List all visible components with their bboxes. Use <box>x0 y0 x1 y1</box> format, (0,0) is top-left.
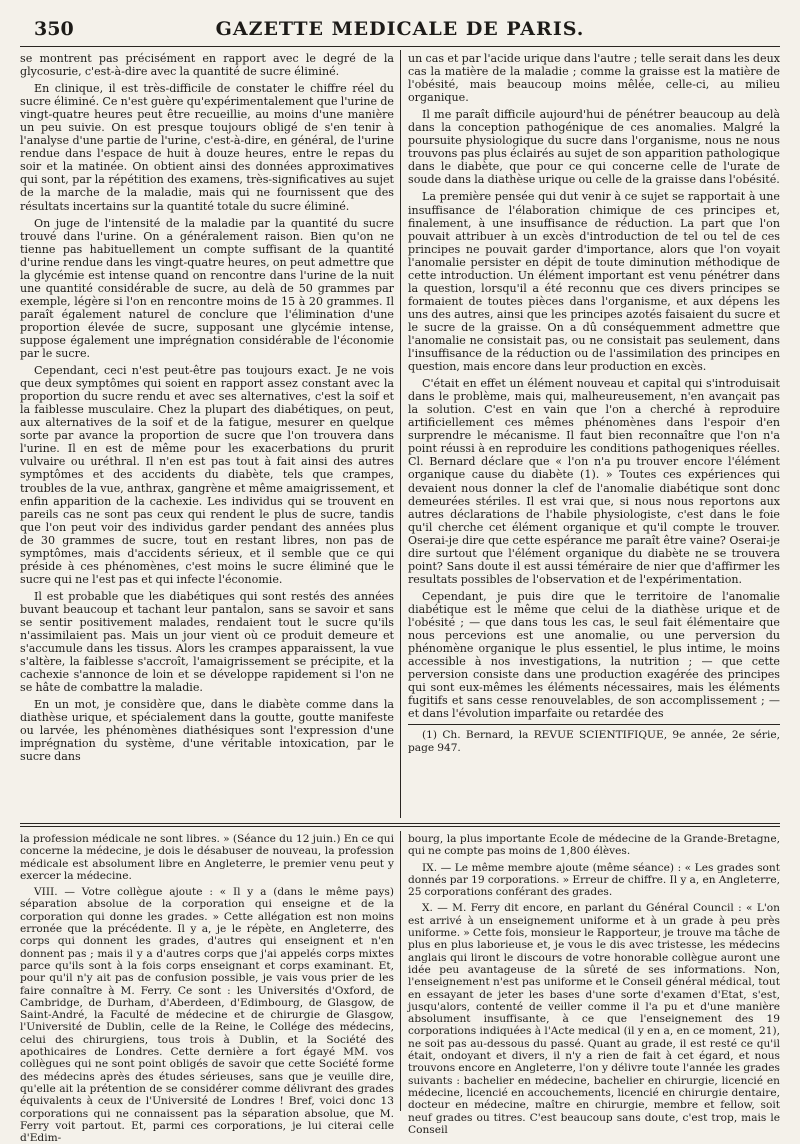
article-right-column <box>408 52 780 817</box>
column-divider <box>400 831 401 1111</box>
letter-left-column <box>20 833 394 1144</box>
paragraph: C'était en effet un élément nouveau et capital qui s'introduisait dans le problème, mais qui, malheureusement, n'en avançait pas la solution. C'est en vain que l'on a cherché à reproduire artificiellement ces mêmes phénomènes dans l'espoir d'en surprendre le mécanisme. Il faut bien reconnaître que l'on n'a point réussi à en reproduire les conditions pathogeniques réelles. Cl. Bernard déclare que « l'on n'a pu trouver encore l'élément organique cause du diabète (1). » Toutes ces expériences qui devaient nous donner la clef de l'anomalie diabétique sont donc demeurées stériles. Il est vrai que, si nous nous reportons aux autres déclarations de l'habile physiologiste, c'est dans le foie qu'il cherche cet élément organique et qu'il compte le trouver. Oserai-je dire que cette espérance me paraît être vaine? Oserai-je dire surtout que l'élément organique du diabète ne se trouvera point? Sans doute il est aussi téméraire de nier que d'affirmer les resultats possibles de l'observation et de l'expérimentation. <box>408 377 780 586</box>
journal-title: GAZETTE MEDICALE DE PARIS. <box>215 18 585 40</box>
paragraph: Cependant, ceci n'est peut-être pas toujours exact. Je ne vois que deux symptômes qui soient en rapport assez constant avec la proportion du sucre rendu et avec ses alternatives, c'est la soif et la faiblesse musculaire. Chez la plupart des diabétiques, on peut, aux alternatives de la soif et de la fatigue, mesurer en quelque sorte par avance la proportion de sucre que l'on trouvera dans l'urine. Il en est de même pour les exacerbations du prurit vulvaire ou uréthral. Il n'en est pas tout à fait ainsi des autres symptômes et des accidents du diabète, tels que crampes, troubles de la vue, anthrax, gangrène et même amaigrissement, et enfin apparition de la cachexie. Les individus qui se trouvent en pareils cas ne sont pas ceux qui rendent le plus de sucre, tandis que l'on peut voir des individus garder pendant des années plus de 30 grammes de sucre, tout en restant libres, non pas de symptômes, mais d'accidents sérieux, et il semble que ce qui préside à ces phénomènes, c'est moins le sucre éliminé que le sucre qui ne l'est pas et qui infecte l'économie. <box>20 364 394 586</box>
paragraph: La première pensée qui dut venir à ce sujet se rapportait à une insuffisance de l'élaboration chimique de ces principes et, finalement, à une insuffisance de réduction. La part que l'on pouvait attribuer à un excès d'introduction de tel ou tel de ces principes ne pouvait garder d'importance, alors que l'on voyait l'anomalie persister en dépit de toute diminution méthodique de cette introduction. Un élément important est venu pénétrer dans la question, lorsqu'il a été reconnu que ces divers principes se formaient de toutes pièces dans l'organisme, et aux dépens les uns des autres, ainsi que les principes azotés faisaient du sucre et le sucre de la graisse. On a dû conséquemment admettre que l'anomalie ne consistait pas, ou ne consistait pas seulement, dans l'insuffisance de la réduction ou de l'assimilation des principes en question, mais encore dans leur production en excès. <box>408 190 780 374</box>
paragraph: X. — M. Ferry dit encore, en parlant du Général Council : « L'on est arrivé à un enseignement uniforme et à un grade à peu près uniforme. » Cette fois, monsieur le Rapporteur, je trouve ma tâche de plus en plus laborieuse et, je vous le dis avec tristesse, les médecins anglais qui liront le discours de votre honorable collègue auront une idée peu avantageuse de la sûreté de ses informations. Non, l'enseignement n'est pas uniforme et le Conseil général médical, tout en essayant de jeter les bases d'une sorte d'examen d'Etat, s'est, jusqu'alors, contenté de veiller comme il l'a pu et d'une manière absolument insuffisante, à ce que l'enseignement des 19 corporations indiquées à l'Acte medical (il y en a, en ce moment, 21), ne soit pas au-dessous du passé. Quant au grade, il est resté ce qu'il était, ondoyant et divers, il n'y a rien de fait à cet égard, et nous trouvons encore en Angleterre, l'on y délivre toute l'année les grades suivants : bachelier en médecine, bachelier en chirurgie, licencié en médecine, licencié en accouchements, licencié en chirurgie dentaire, docteur en médecine, maître en chirurgie, membre et fellow, soit neuf grades ou titres. C'est beaucoup sans doute, c'est trop, mais le Conseil <box>408 902 780 1136</box>
article-left-column <box>20 52 394 817</box>
section-rule-double <box>20 826 780 827</box>
paragraph: Cependant, je puis dire que le territoire de l'anomalie diabétique est le même que celui de la diathèse urique et de l'obésité ; — que dans tous les cas, le seul fait élémentaire que nous percevions est une anomalie, ou une perversion du phénomène organique le plus essentiel, le plus intime, le moins accessible à nos investigations, la nutrition ; — que cette perversion consiste dans une production exagérée des principes qui sont eux-mêmes les éléments nécessaires, mais les éléments fugitifs et sans cesse renouvelables, de son accomplissement ; — et dans l'évolution imparfaite ou retardée des <box>408 589 780 721</box>
paragraph: bourg, la plus importante Ecole de médecine de la Grande-Bretagne, qui ne compte pas moins de 1,800 élèves. <box>408 833 780 858</box>
section-rule <box>20 823 780 824</box>
paragraph: VIII. — Votre collègue ajoute : « Il y a (dans le même pays) séparation absolue de la corporation qui enseigne et de la corporation qui donne les grades. » Cette allégation est non moins erronée que la précédente. Il y a, je le répète, en Angleterre, des corps qui donnent les grades, d'autres qui enseignent et n'en donnent pas ; mais il y a d'autres corps que j'ai appelés corps mixtes parce qu'ils sont à la fois corps enseignant et corps examinant. Et, pour qu'il n'y ait pas de confusion possible, je vais vous prier de les faire connaître à M. Ferry. Ce sont : les Universités d'Oxford, de Cambridge, de Durham, d'Aberdeen, d'Edimbourg, de Glasgow, de Saint-André, la Faculté de médecine et de chirurgie de Glasgow, l'Université de Dublin, celle de la Reine, le Collége des médecins, celui des chirurgiens, tous trois à Dublin, et la Société des apothicaires de Londres. Cette dernière a fort égayé MM. vos collègues qui ne sont point obligés de savoir que cette Société forme des médecins après des études sérieuses, sans que je veuille dire, qu'elle ait la prétention de se considérer comme délivrant des grades équivalents à ceux de l'Université de Londres ! Bref, voici donc 13 corporations qui ne connaissent pas la séparation absolue, que M. Ferry voit partout. Et, parmi ces corporations, je lui citerai celle d'Edim- <box>20 886 394 1144</box>
column-divider <box>400 50 401 818</box>
letter-right-column <box>408 833 780 1136</box>
page-number: 350 <box>34 18 74 40</box>
footnote <box>408 724 780 754</box>
footnote-text: (1) Ch. Bernard, la REVUE SCIENTIFIQUE, 9e année, 2e série, page 947. <box>408 729 780 754</box>
paragraph: IX. — Le même membre ajoute (même séance) : « Les grades sont donnés par 19 corporations. » Erreur de chiffre. Il y a, en Angleterre, 25 corporations conférant des grades. <box>408 861 780 899</box>
paragraph: Il est probable que les diabétiques qui sont restés des années buvant beaucoup et tachant leur pantalon, sans se savoir et sans se sentir positivement malades, rendaient tout le sucre qu'ils n'assimilaient pas. Mais un jour vient où ce produit demeure et s'accumule dans les tissus. Alors les crampes apparaissent, la vue s'altère, la faiblesse s'accroît, l'amaigrissement se précipite, et la cachexie s'annonce de loin et se développe rapidement si l'on ne se hâte de combattre la maladie. <box>20 589 394 695</box>
header-rule <box>20 46 780 47</box>
paragraph: la profession médicale ne sont libres. » (Séance du 12 juin.) En ce qui concerne la médecine, je dois le désabuser de nouveau, la profession médicale est absolument libre en Angleterre, le premier venu peut y exercer la médecine. <box>20 833 394 882</box>
page-header <box>20 12 780 42</box>
paragraph: se montrent pas précisément en rapport avec le degré de la glycosurie, c'est-à-dire avec la quantité de sucre éliminé. <box>20 52 394 79</box>
paragraph: un cas et par l'acide urique dans l'autre ; telle serait dans les deux cas la matière de la maladie ; comme la graisse est la matière de l'obésité, mais beaucoup moins mêlée, celle-ci, au milieu organique. <box>408 52 780 105</box>
paragraph: Il me paraît difficile aujourd'hui de pénétrer beaucoup au delà dans la conception pathogénique de ces anomalies. Malgré la poursuite physiologique du sucre dans l'organisme, nous ne nous trouvons pas plus éclairés au sujet de son apparition pathologique dans le diabète, que pour ce qui concerne celle de l'urate de soude dans la diathèse urique ou celle de la graisse dans l'obésité. <box>408 108 780 187</box>
paragraph: En un mot, je considère que, dans le diabète comme dans la diathèse urique, et spécialement dans la goutte, goutte manifeste ou larvée, les phénomènes diathésiques sont l'expression d'une imprégnation du système, d'une véritable intoxication, par le sucre dans <box>20 698 394 764</box>
paragraph: En clinique, il est très-difficile de constater le chiffre réel du sucre éliminé. Ce n'est guère qu'expérimentalement que l'urine de vingt-quatre heures peut être recueillie, au moins d'une manière un peu suivie. On est presque toujours obligé de s'en tenir à l'analyse d'une partie de l'urine, c'est-à-dire, en général, de l'urine rendue dans l'espace de huit à douze heures, entre le repas du soir et la matinée. On obtient ainsi des données approximatives qui sont, par la répétition des examens, très-significatives au sujet de la marche de la maladie, mais qui ne fournissent que des résultats incertains sur la quantité totale du sucre éliminé. <box>20 82 394 213</box>
paragraph: On juge de l'intensité de la maladie par la quantité du sucre trouvé dans l'urine. On a généralement raison. Bien qu'on ne tienne pas habituellement un compte suffisant de la quantité d'urine rendue dans les vingt-quatre heures, on peut admettre que la glycémie est intense quand on rencontre dans l'urine de la nuit une quantité considérable de sucre, au delà de 50 grammes par exemple, légère si l'on en rencontre moins de 15 à 20 grammes. Il paraît également naturel de conclure que l'élimination d'une proportion élevée de sucre, supposant une glycémie intense, suppose également une imprégnation considérable de l'économie par le sucre. <box>20 216 394 361</box>
